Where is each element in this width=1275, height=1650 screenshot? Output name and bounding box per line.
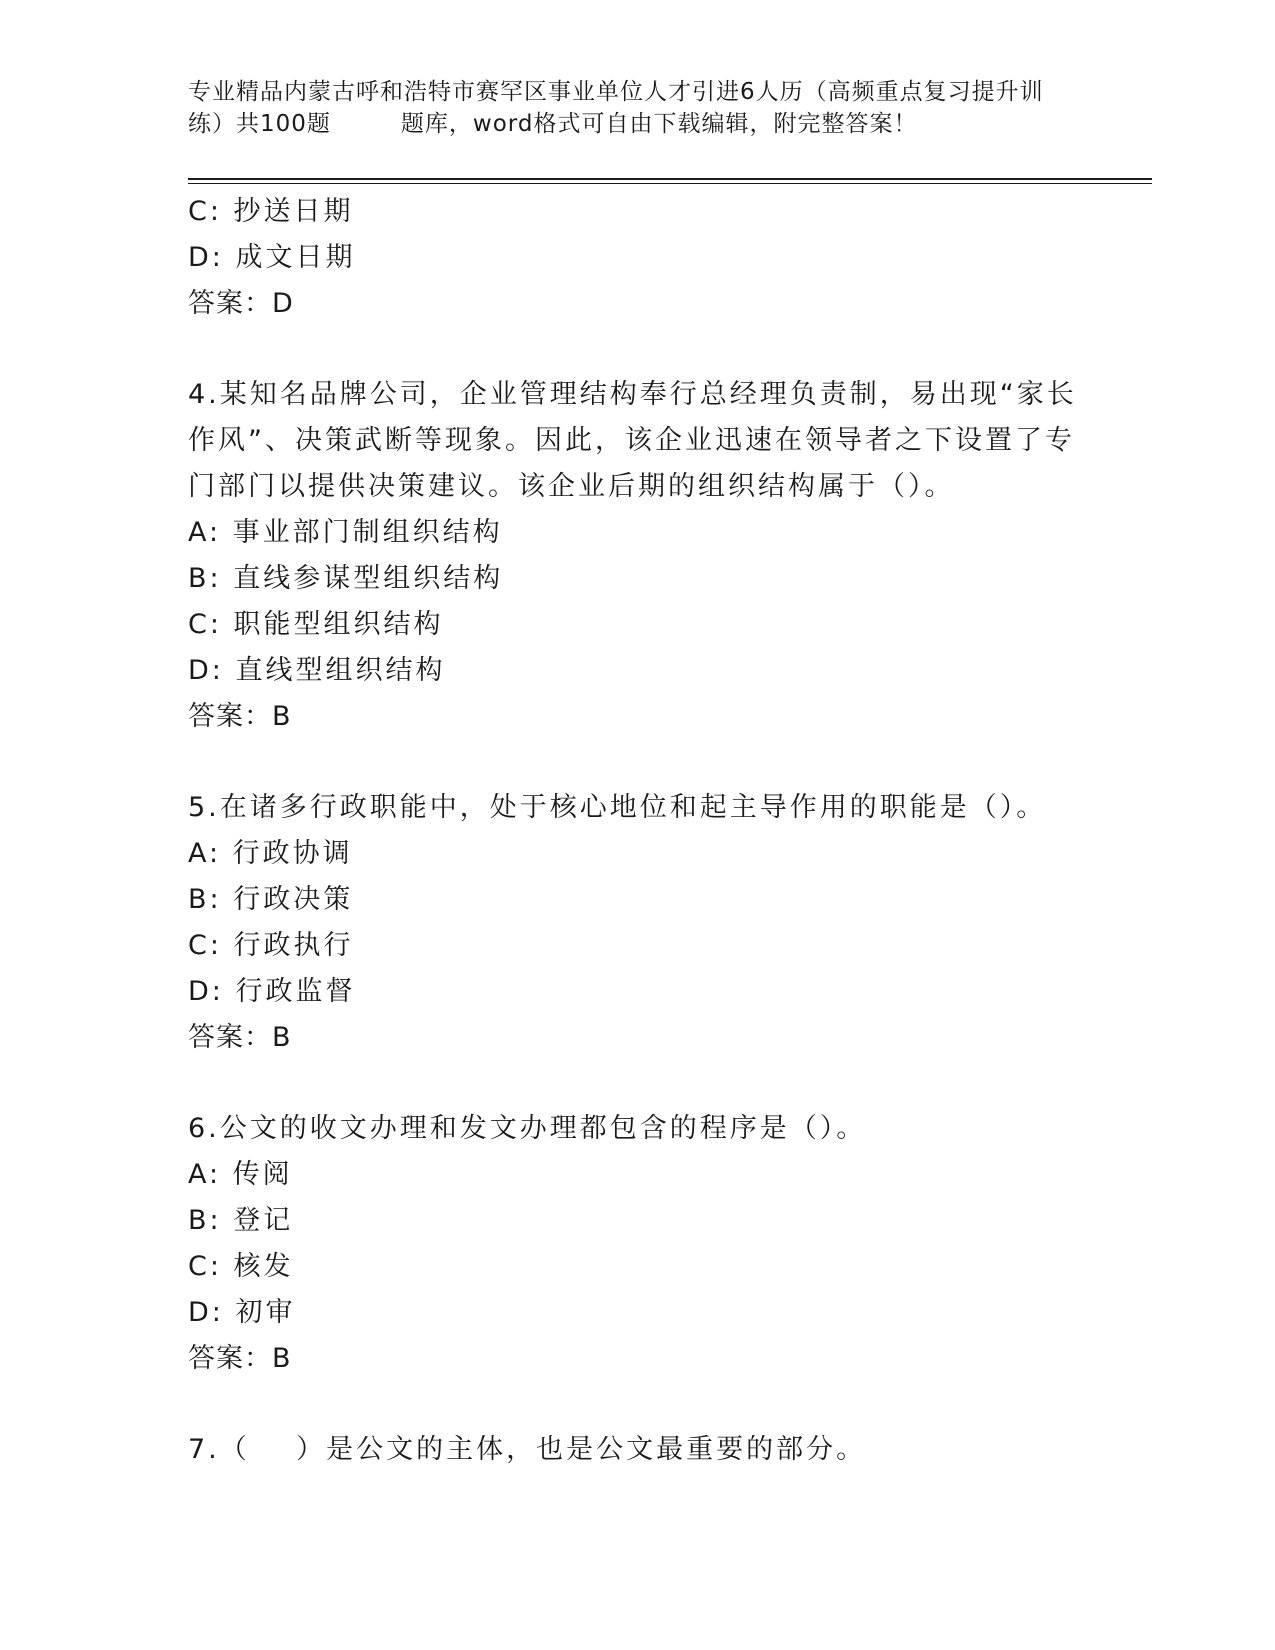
option-c: C: 核发 bbox=[188, 1251, 294, 1282]
answer: 答案：B bbox=[188, 701, 292, 732]
question-block-5 bbox=[188, 785, 1088, 1061]
option-a: A: 事业部门制组织结构 bbox=[188, 517, 503, 548]
option-d: D: 初审 bbox=[188, 1297, 296, 1328]
option-b: B: 直线参谋型组织结构 bbox=[188, 563, 504, 594]
question-block-4 bbox=[188, 372, 1088, 740]
header-line-2-part-1: 练）共100题 bbox=[188, 111, 331, 137]
answer: 答案：B bbox=[188, 1343, 292, 1374]
answer: 答案：D bbox=[188, 288, 294, 319]
header-line-1: 专业精品内蒙古呼和浩特市赛罕区事业单位人才引进6人历（高频重点复习提升训 bbox=[188, 79, 1044, 105]
question-text-line-1: 4.某知名品牌公司，企业管理结构奉行总经理负责制，易出现“家长 bbox=[188, 379, 1077, 410]
answer: 答案：B bbox=[188, 1022, 292, 1053]
header-divider-thick bbox=[188, 178, 1152, 180]
header-line-2 bbox=[188, 108, 1088, 140]
question-text-line-1: 5.在诸多行政职能中，处于核心地位和起主导作用的职能是（）。 bbox=[188, 792, 1047, 823]
header-divider-thin bbox=[188, 183, 1152, 184]
question-text-line-3: 门部门以提供决策建议。该企业后期的组织结构属于（）。 bbox=[188, 471, 955, 502]
question-block-7 bbox=[188, 1427, 1088, 1473]
header-line-2-part-2: 题库，word格式可自由下载编辑，附完整答案！ bbox=[400, 111, 918, 137]
option-b: B: 登记 bbox=[188, 1205, 294, 1236]
document-header bbox=[188, 76, 1088, 140]
option-b: B: 行政决策 bbox=[188, 884, 354, 915]
option-d: D: 行政监督 bbox=[188, 976, 356, 1007]
document-body bbox=[188, 189, 1088, 1473]
option-d: D: 直线型组织结构 bbox=[188, 655, 446, 686]
option-c: C: 行政执行 bbox=[188, 930, 354, 961]
question-text-line-1: 6.公文的收文办理和发文办理都包含的程序是（）。 bbox=[188, 1113, 867, 1144]
question-block-prev bbox=[188, 189, 1088, 327]
option-a: A: 传阅 bbox=[188, 1159, 293, 1190]
option-a: A: 行政协调 bbox=[188, 838, 353, 869]
option-c: C: 抄送日期 bbox=[188, 196, 354, 227]
question-text-line-2: 作风”、决策武断等现象。因此，该企业迅速在领导者之下设置了专 bbox=[188, 425, 1075, 456]
option-c: C: 职能型组织结构 bbox=[188, 609, 444, 640]
question-text-line-1: 7.（ ）是公文的主体，也是公文最重要的部分。 bbox=[188, 1434, 867, 1465]
option-d: D: 成文日期 bbox=[188, 242, 356, 273]
question-block-6 bbox=[188, 1106, 1088, 1382]
